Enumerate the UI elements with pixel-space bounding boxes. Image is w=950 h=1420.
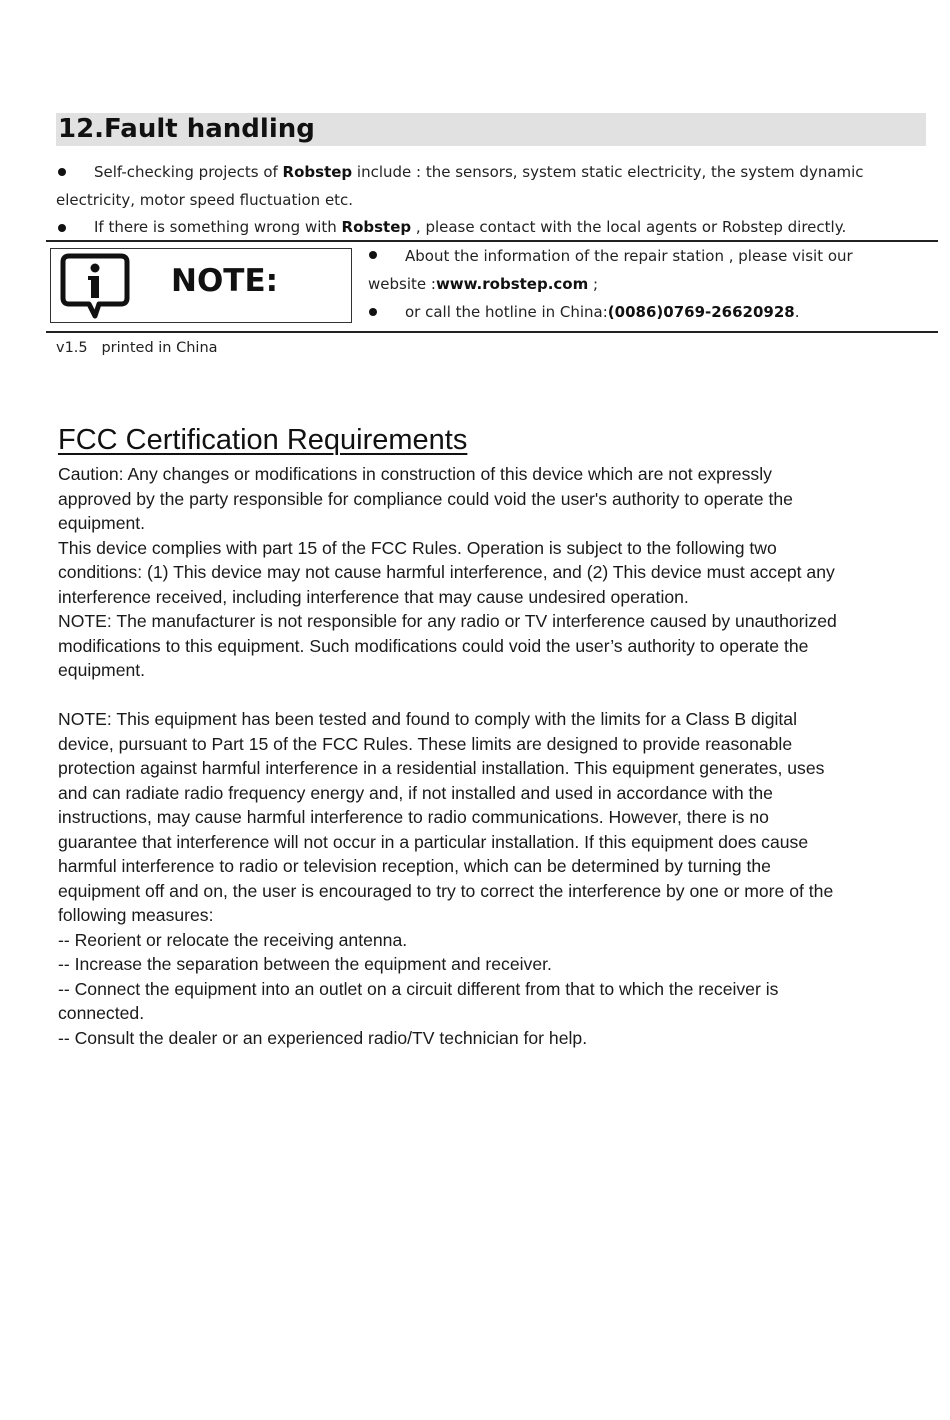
- fcc-text-line: This device complies with part 15 of the FCC Rules. Operation is subject to the following two: [58, 537, 777, 558]
- fcc-text-line: connected.: [58, 1003, 145, 1023]
- fcc-text-line: interference received, including interference that may cause undesired operation.: [58, 586, 689, 607]
- bullet-icon: [58, 168, 66, 176]
- fcc-text-line: conditions: (1) This device may not cause harmful interference, and (2) This device must accept any: [58, 562, 835, 582]
- fcc-text-line: NOTE: This equipment has been tested and found to comply with the limits for a Class B digital: [58, 709, 797, 729]
- section-title: 12.Fault handling: [58, 114, 315, 144]
- fcc-text-line: following measures:: [58, 905, 214, 925]
- fcc-text-line: protection against harmful interference in a residential installation. This equipment generates, uses: [58, 758, 825, 778]
- website-prefix: website :: [368, 275, 436, 293]
- note-top-rule: [46, 240, 938, 242]
- fcc-text-line: modifications to this equipment. Such modifications could void the user’s authority to operate the: [58, 635, 809, 656]
- hotline-number: (0086)0769-26620928: [607, 303, 795, 321]
- fcc-text-line: Caution: Any changes or modifications in construction of this device which are not expressly: [58, 464, 772, 484]
- fcc-body: [58, 462, 948, 1050]
- brand-name: Robstep: [282, 163, 353, 181]
- note-item-1: About the information of the repair station , please visit our: [405, 247, 853, 265]
- note-bottom-rule: [46, 331, 938, 333]
- bullet-2-text-post: , please contact with the local agents or Robstep directly.: [411, 218, 847, 236]
- version-footer: v1.5 printed in China: [56, 340, 218, 356]
- bullet-icon: [369, 251, 377, 259]
- fcc-title: FCC Certification Requirements: [58, 424, 468, 456]
- fcc-text-line: -- Connect the equipment into an outlet on a circuit different from that to which the receiver is: [58, 978, 779, 999]
- brand-name: Robstep: [341, 218, 412, 236]
- website-link[interactable]: www.robstep.com: [435, 275, 589, 293]
- fcc-text-line: instructions, may cause harmful interference to radio communications. However, there is no: [58, 807, 769, 827]
- note-label: NOTE:: [171, 263, 279, 299]
- fcc-text-line: NOTE: The manufacturer is not responsible for any radio or TV interference caused by unauthorized: [58, 611, 837, 631]
- bullet-1-text-pre: Self-checking projects of: [94, 163, 283, 181]
- fault-bullet-1-continuation: electricity, motor speed fluctuation etc.: [56, 191, 354, 209]
- hotline-period: .: [794, 303, 800, 321]
- bullet-1-text-post: include : the sensors, system static electricity, the system dynamic: [352, 163, 864, 181]
- fcc-text-line: -- Increase the separation between the equipment and receiver.: [58, 954, 552, 974]
- fcc-text-line: device, pursuant to Part 15 of the FCC Rules. These limits are designed to provide reasonable: [58, 733, 793, 754]
- fcc-text-line: equipment.: [58, 513, 146, 533]
- note-item-2: [405, 303, 800, 321]
- bullet-icon: [58, 224, 66, 232]
- fcc-text-line: equipment.: [58, 660, 146, 680]
- website-suffix: ;: [588, 275, 599, 293]
- info-icon: [59, 252, 131, 320]
- bullet-2-text-pre: If there is something wrong with: [94, 218, 342, 236]
- fcc-text-line: approved by the party responsible for compliance could void the user's authority to operate the: [58, 488, 793, 509]
- fault-bullet-1: [94, 163, 864, 181]
- fault-bullet-2: [94, 218, 846, 236]
- fcc-text-line: harmful interference to radio or television reception, which can be determined by turning the: [58, 856, 771, 876]
- fcc-text-line: -- Consult the dealer or an experienced radio/TV technician for help.: [58, 1027, 588, 1048]
- note-item-1-continuation: [368, 275, 598, 293]
- fcc-blank-line: [58, 683, 948, 708]
- fcc-text-line: and can radiate radio frequency energy and, if not installed and used in accordance with the: [58, 782, 773, 803]
- hotline-text: or call the hotline in China:: [405, 303, 608, 321]
- fcc-text-line: equipment off and on, the user is encouraged to try to correct the interference by one or more of the: [58, 880, 834, 901]
- fcc-text-line: -- Reorient or relocate the receiving antenna.: [58, 929, 408, 950]
- note-box: [50, 248, 352, 323]
- fcc-text-line: guarantee that interference will not occur in a particular installation. If this equipment does cause: [58, 831, 809, 852]
- bullet-icon: [369, 308, 377, 316]
